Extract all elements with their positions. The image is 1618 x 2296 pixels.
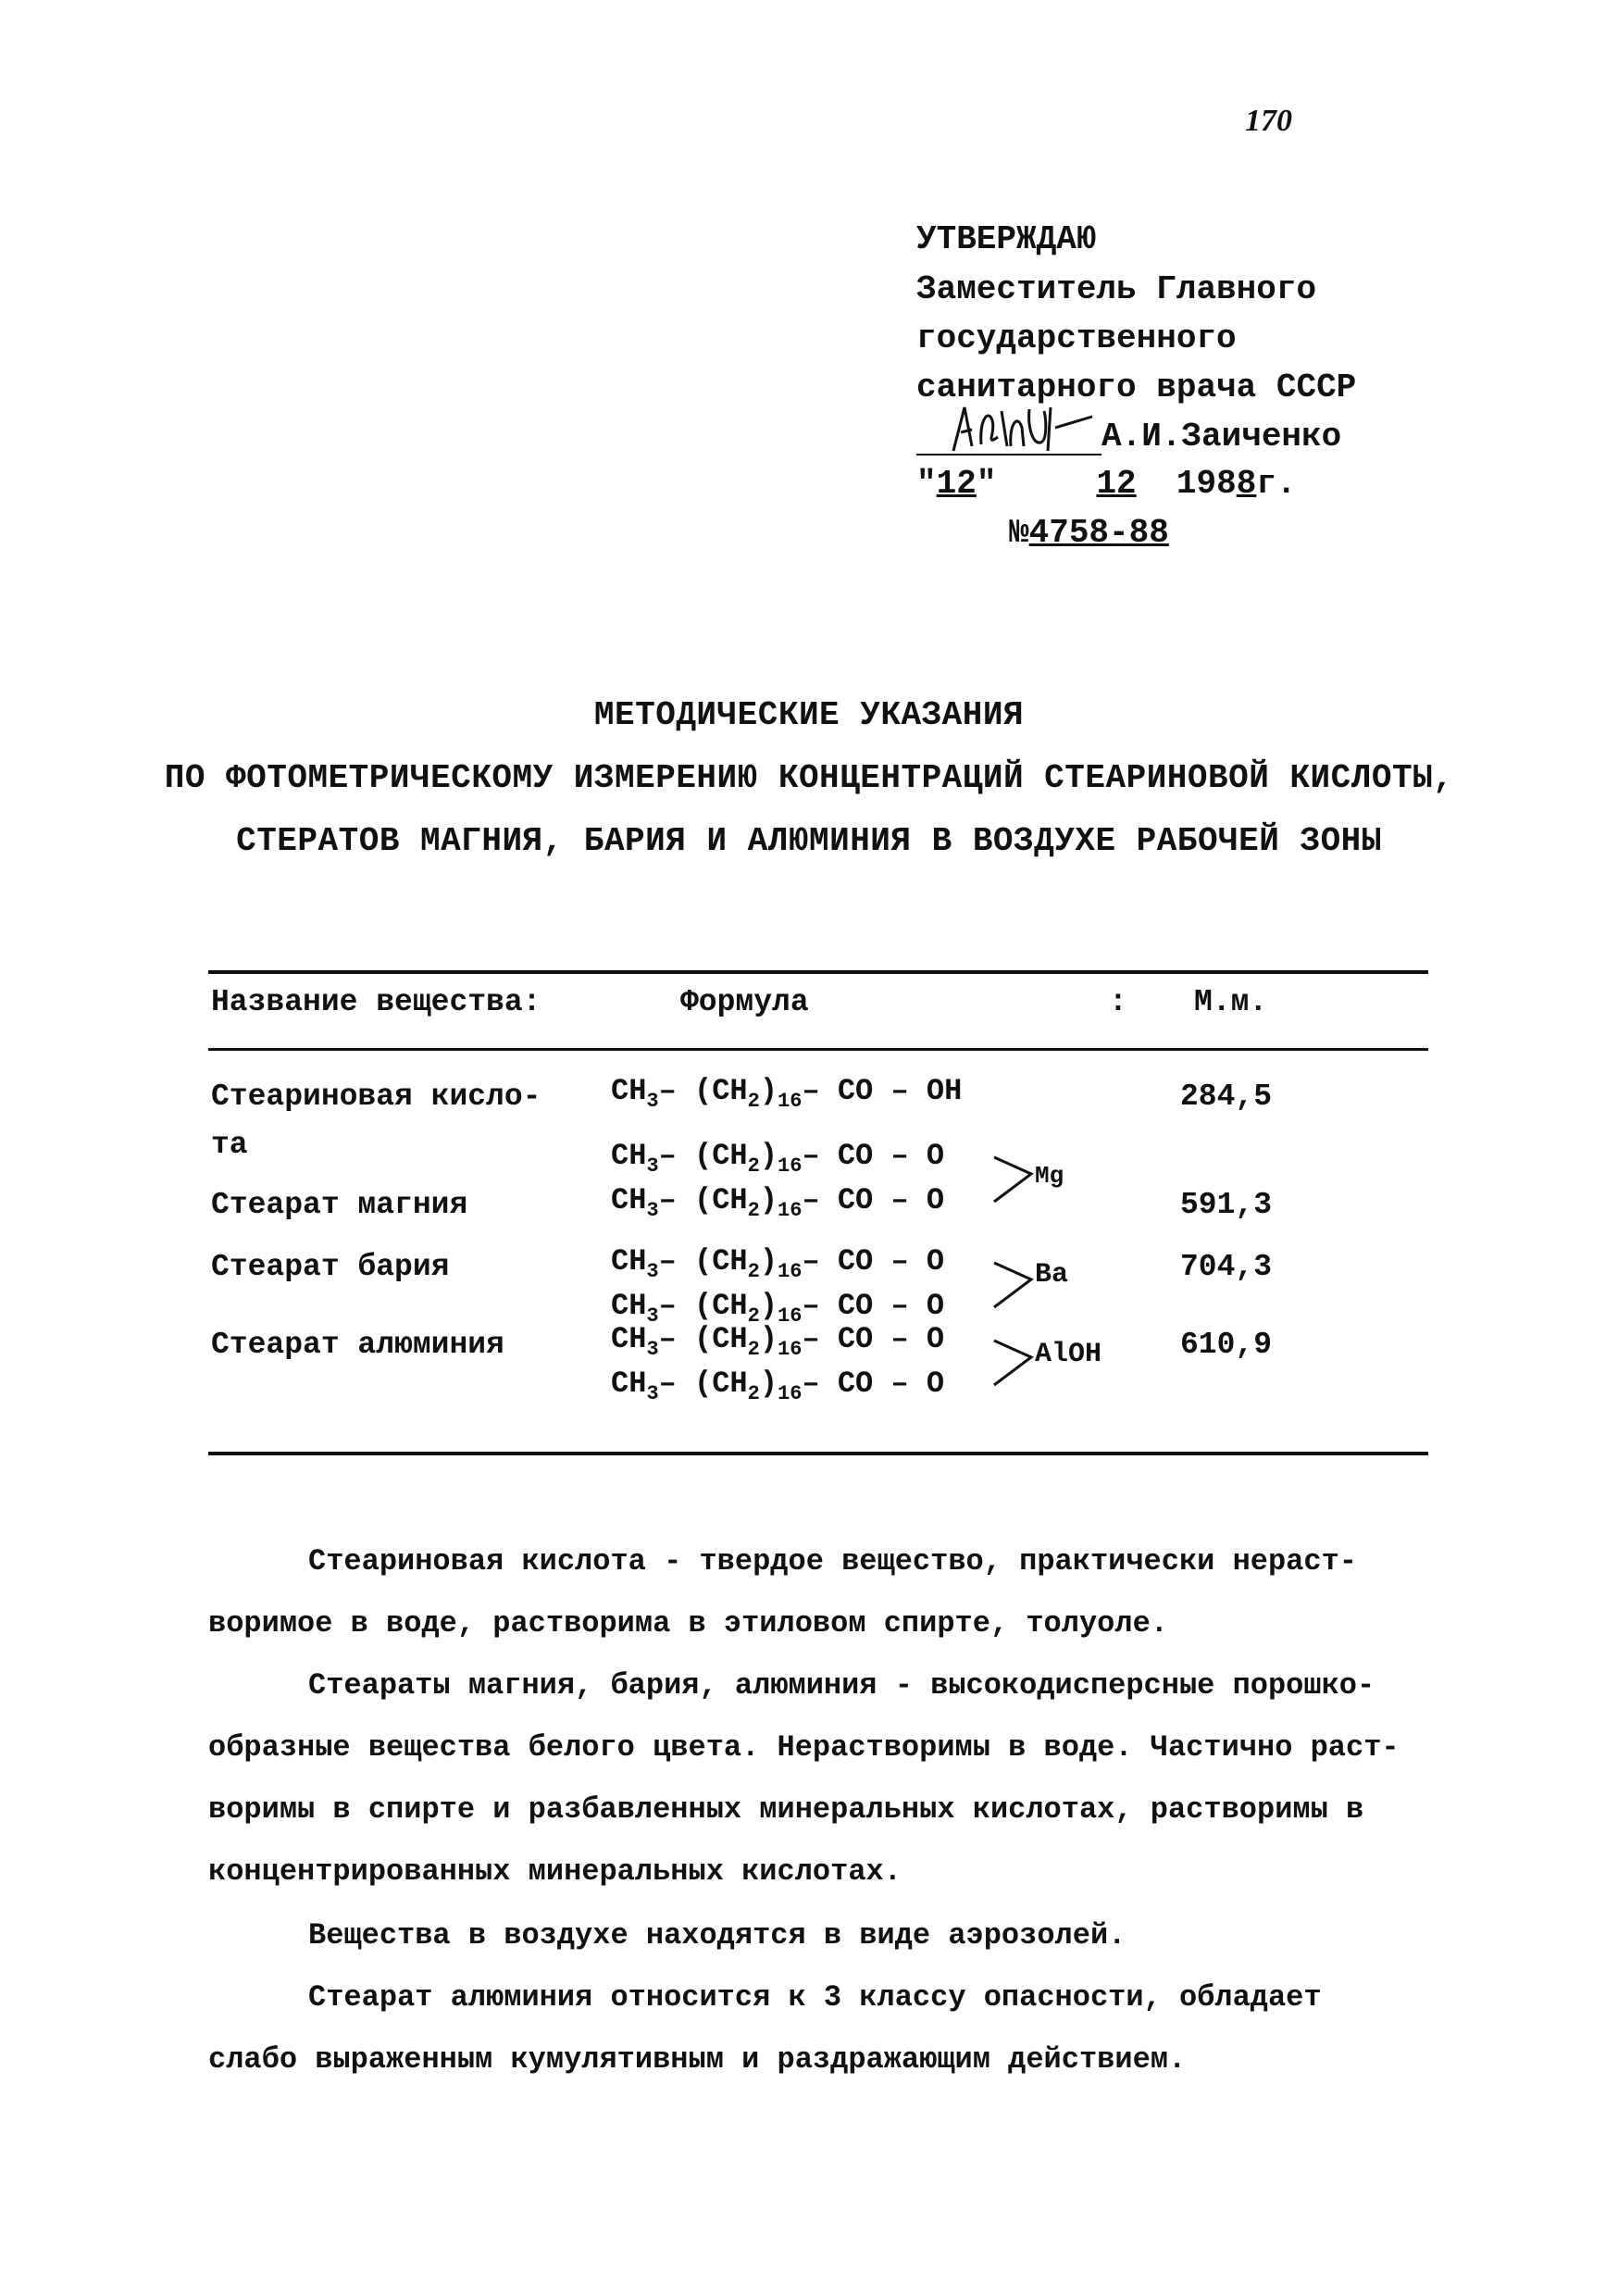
date-day: 12: [936, 465, 977, 503]
header-separator: :: [1109, 985, 1127, 1019]
document-title-line2: ПО ФОТОМЕТРИЧЕСКОМУ ИЗМЕРЕНИЮ КОНЦЕНТРАЦИЙ СТЕАРИНОВОЙ КИСЛОТЫ,: [164, 759, 1454, 797]
formula-line: $CH_3-$ $(CH_2)_{16}-$ CO – O: [611, 1139, 945, 1178]
metal-symbol: Ba: [1035, 1259, 1069, 1291]
paragraph-2-line-4: концентрированных минеральных кислотах.: [208, 1854, 902, 1889]
paragraph-4-line-1: Стеарат алюминия относится к 3 классу опасности, обладает: [308, 1980, 1322, 2015]
metal-symbol: Mg: [1035, 1162, 1064, 1190]
handwritten-signature: [944, 400, 1097, 455]
number-prefix: №: [1009, 514, 1029, 552]
header-name: Название вещества:: [211, 985, 541, 1019]
substance-name: Стеарат алюминия: [211, 1328, 504, 1362]
paragraph-1-line-2: воримое в воде, растворима в этиловом спирте, толуоле.: [208, 1606, 1168, 1641]
approval-date: "12" 12 1988г.: [916, 465, 1297, 503]
paragraph-3: Вещества в воздухе находятся в виде аэрозолей.: [308, 1918, 1126, 1953]
date-month: 12: [1096, 465, 1137, 503]
paragraph-2-line-3: воримы в спирте и разбавленных минеральных кислотах, растворимы в: [208, 1792, 1364, 1827]
date-year-prefix: 198: [1176, 465, 1237, 503]
page-number: 170: [1245, 104, 1292, 138]
molecular-weight: 610,9: [1180, 1328, 1273, 1362]
date-suffix: г.: [1256, 465, 1297, 503]
bond-bracket: [992, 1144, 1039, 1211]
substance-name: Стеарат магния: [211, 1188, 468, 1222]
substance-name: Стеариновая кисло-: [211, 1079, 541, 1114]
paragraph-4-line-2: слабо выраженным кумулятивным и раздражающим действием.: [208, 2042, 1187, 2077]
formula-line: $CH_3-$ $(CH_2)_{16}-$ CO – O: [611, 1289, 945, 1328]
molecular-weight: 284,5: [1180, 1079, 1273, 1114]
approval-position-line1: Заместитель Главного: [916, 270, 1317, 308]
date-year-digit: 8: [1236, 465, 1257, 503]
substance-name-cont: та: [211, 1128, 248, 1162]
header-mw: М.м.: [1194, 985, 1268, 1019]
molecular-weight: 591,3: [1180, 1188, 1273, 1222]
formula-line: $CH_3-$ $(CH_2)_{16}-$ CO – O: [611, 1244, 945, 1283]
bond-bracket: [992, 1328, 1039, 1394]
header-rule: [208, 1048, 1428, 1051]
formula-line: $CH_3-$ $(CH_2)_{16}-$ CO – O: [611, 1322, 945, 1361]
molecular-weight: 704,3: [1180, 1250, 1273, 1284]
formula-line: $CH_3-$ $(CH_2)_{16}-$ CO – OH: [611, 1074, 963, 1113]
substance-name: Стеарат бария: [211, 1250, 450, 1284]
approval-heading: УТВЕРЖДАЮ: [916, 220, 1097, 258]
approval-name: А.И.Заиченко: [1101, 418, 1342, 455]
document-title-line3: СТЕРАТОВ МАГНИЯ, БАРИЯ И АЛЮМИНИЯ В ВОЗДУХЕ РАБОЧЕЙ ЗОНЫ: [236, 822, 1382, 860]
number-value: 4758-88: [1028, 514, 1169, 552]
formula-line: $CH_3-$ $(CH_2)_{16}-$ CO – O: [611, 1366, 945, 1405]
bond-bracket: [992, 1250, 1039, 1316]
paragraph-2-line-2: образные вещества белого цвета. Нерастворимы в воде. Частично раст-: [208, 1730, 1400, 1765]
table-bottom-rule: [208, 1452, 1428, 1455]
paragraph-2-line-1: Стеараты магния, бария, алюминия - высокодисперсные порошко-: [308, 1668, 1375, 1703]
approval-position-line3: санитарного врача СССР: [916, 368, 1357, 406]
metal-symbol: AlOH: [1035, 1339, 1102, 1370]
approval-position-line2: государственного: [916, 319, 1237, 357]
approval-number: [1009, 514, 1169, 552]
document-title-line1: МЕТОДИЧЕСКИЕ УКАЗАНИЯ: [593, 696, 1025, 734]
table-top-rule: [208, 970, 1428, 974]
header-formula: Формула: [680, 985, 809, 1019]
formula-line: $CH_3-$ $(CH_2)_{16}-$ CO – O: [611, 1183, 945, 1222]
paragraph-1-line-1: Стеариновая кислота - твердое вещество, практически нераст-: [308, 1544, 1357, 1578]
